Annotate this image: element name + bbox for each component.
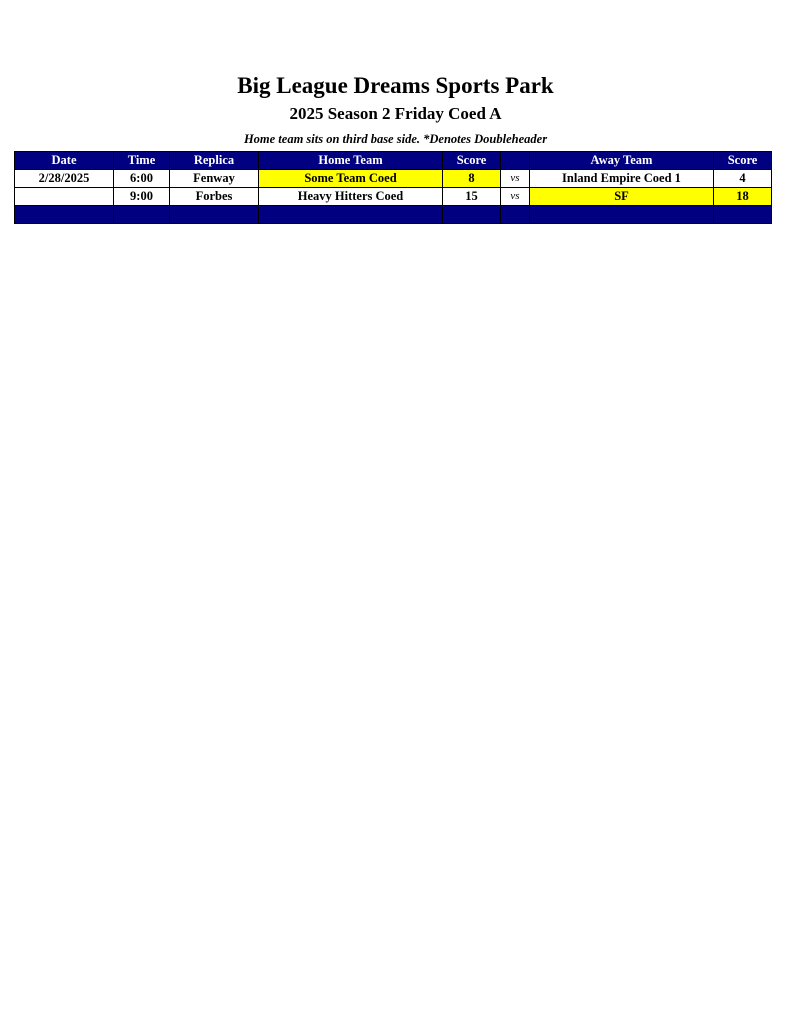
game-date [15, 188, 114, 206]
home-team: Heavy Hitters Coed [259, 188, 443, 206]
column-header-time: Time [114, 152, 170, 170]
replica-field: Forbes [170, 188, 259, 206]
table-row [15, 170, 772, 188]
column-header-away-score: Score [714, 152, 772, 170]
vs-label: vs [501, 188, 530, 206]
footer-cell [714, 206, 772, 224]
footer-cell [259, 206, 443, 224]
replica-field: Fenway [170, 170, 259, 188]
away-team: SF [530, 188, 714, 206]
table-row [15, 188, 772, 206]
table-footer-row [15, 206, 772, 224]
footer-cell [15, 206, 114, 224]
column-header-home-team: Home Team [259, 152, 443, 170]
vs-label: vs [501, 170, 530, 188]
away-team: Inland Empire Coed 1 [530, 170, 714, 188]
game-time: 9:00 [114, 188, 170, 206]
game-date: 2/28/2025 [15, 170, 114, 188]
home-score: 15 [443, 188, 501, 206]
column-header-replica: Replica [170, 152, 259, 170]
table-header-row [15, 152, 772, 170]
home-score: 8 [443, 170, 501, 188]
schedule-table [14, 151, 772, 224]
away-score: 4 [714, 170, 772, 188]
footer-cell [114, 206, 170, 224]
home-team: Some Team Coed [259, 170, 443, 188]
column-header-vs [501, 152, 530, 170]
schedule-note: Home team sits on third base side. *Denotes Doubleheader [243, 132, 548, 146]
column-header-away-team: Away Team [530, 152, 714, 170]
page-subtitle: 2025 Season 2 Friday Coed A [289, 104, 502, 123]
footer-cell [443, 206, 501, 224]
footer-cell [501, 206, 530, 224]
game-time: 6:00 [114, 170, 170, 188]
page-title: Big League Dreams Sports Park [237, 73, 554, 98]
footer-cell [170, 206, 259, 224]
column-header-date: Date [15, 152, 114, 170]
column-header-home-score: Score [443, 152, 501, 170]
footer-cell [530, 206, 714, 224]
away-score: 18 [714, 188, 772, 206]
